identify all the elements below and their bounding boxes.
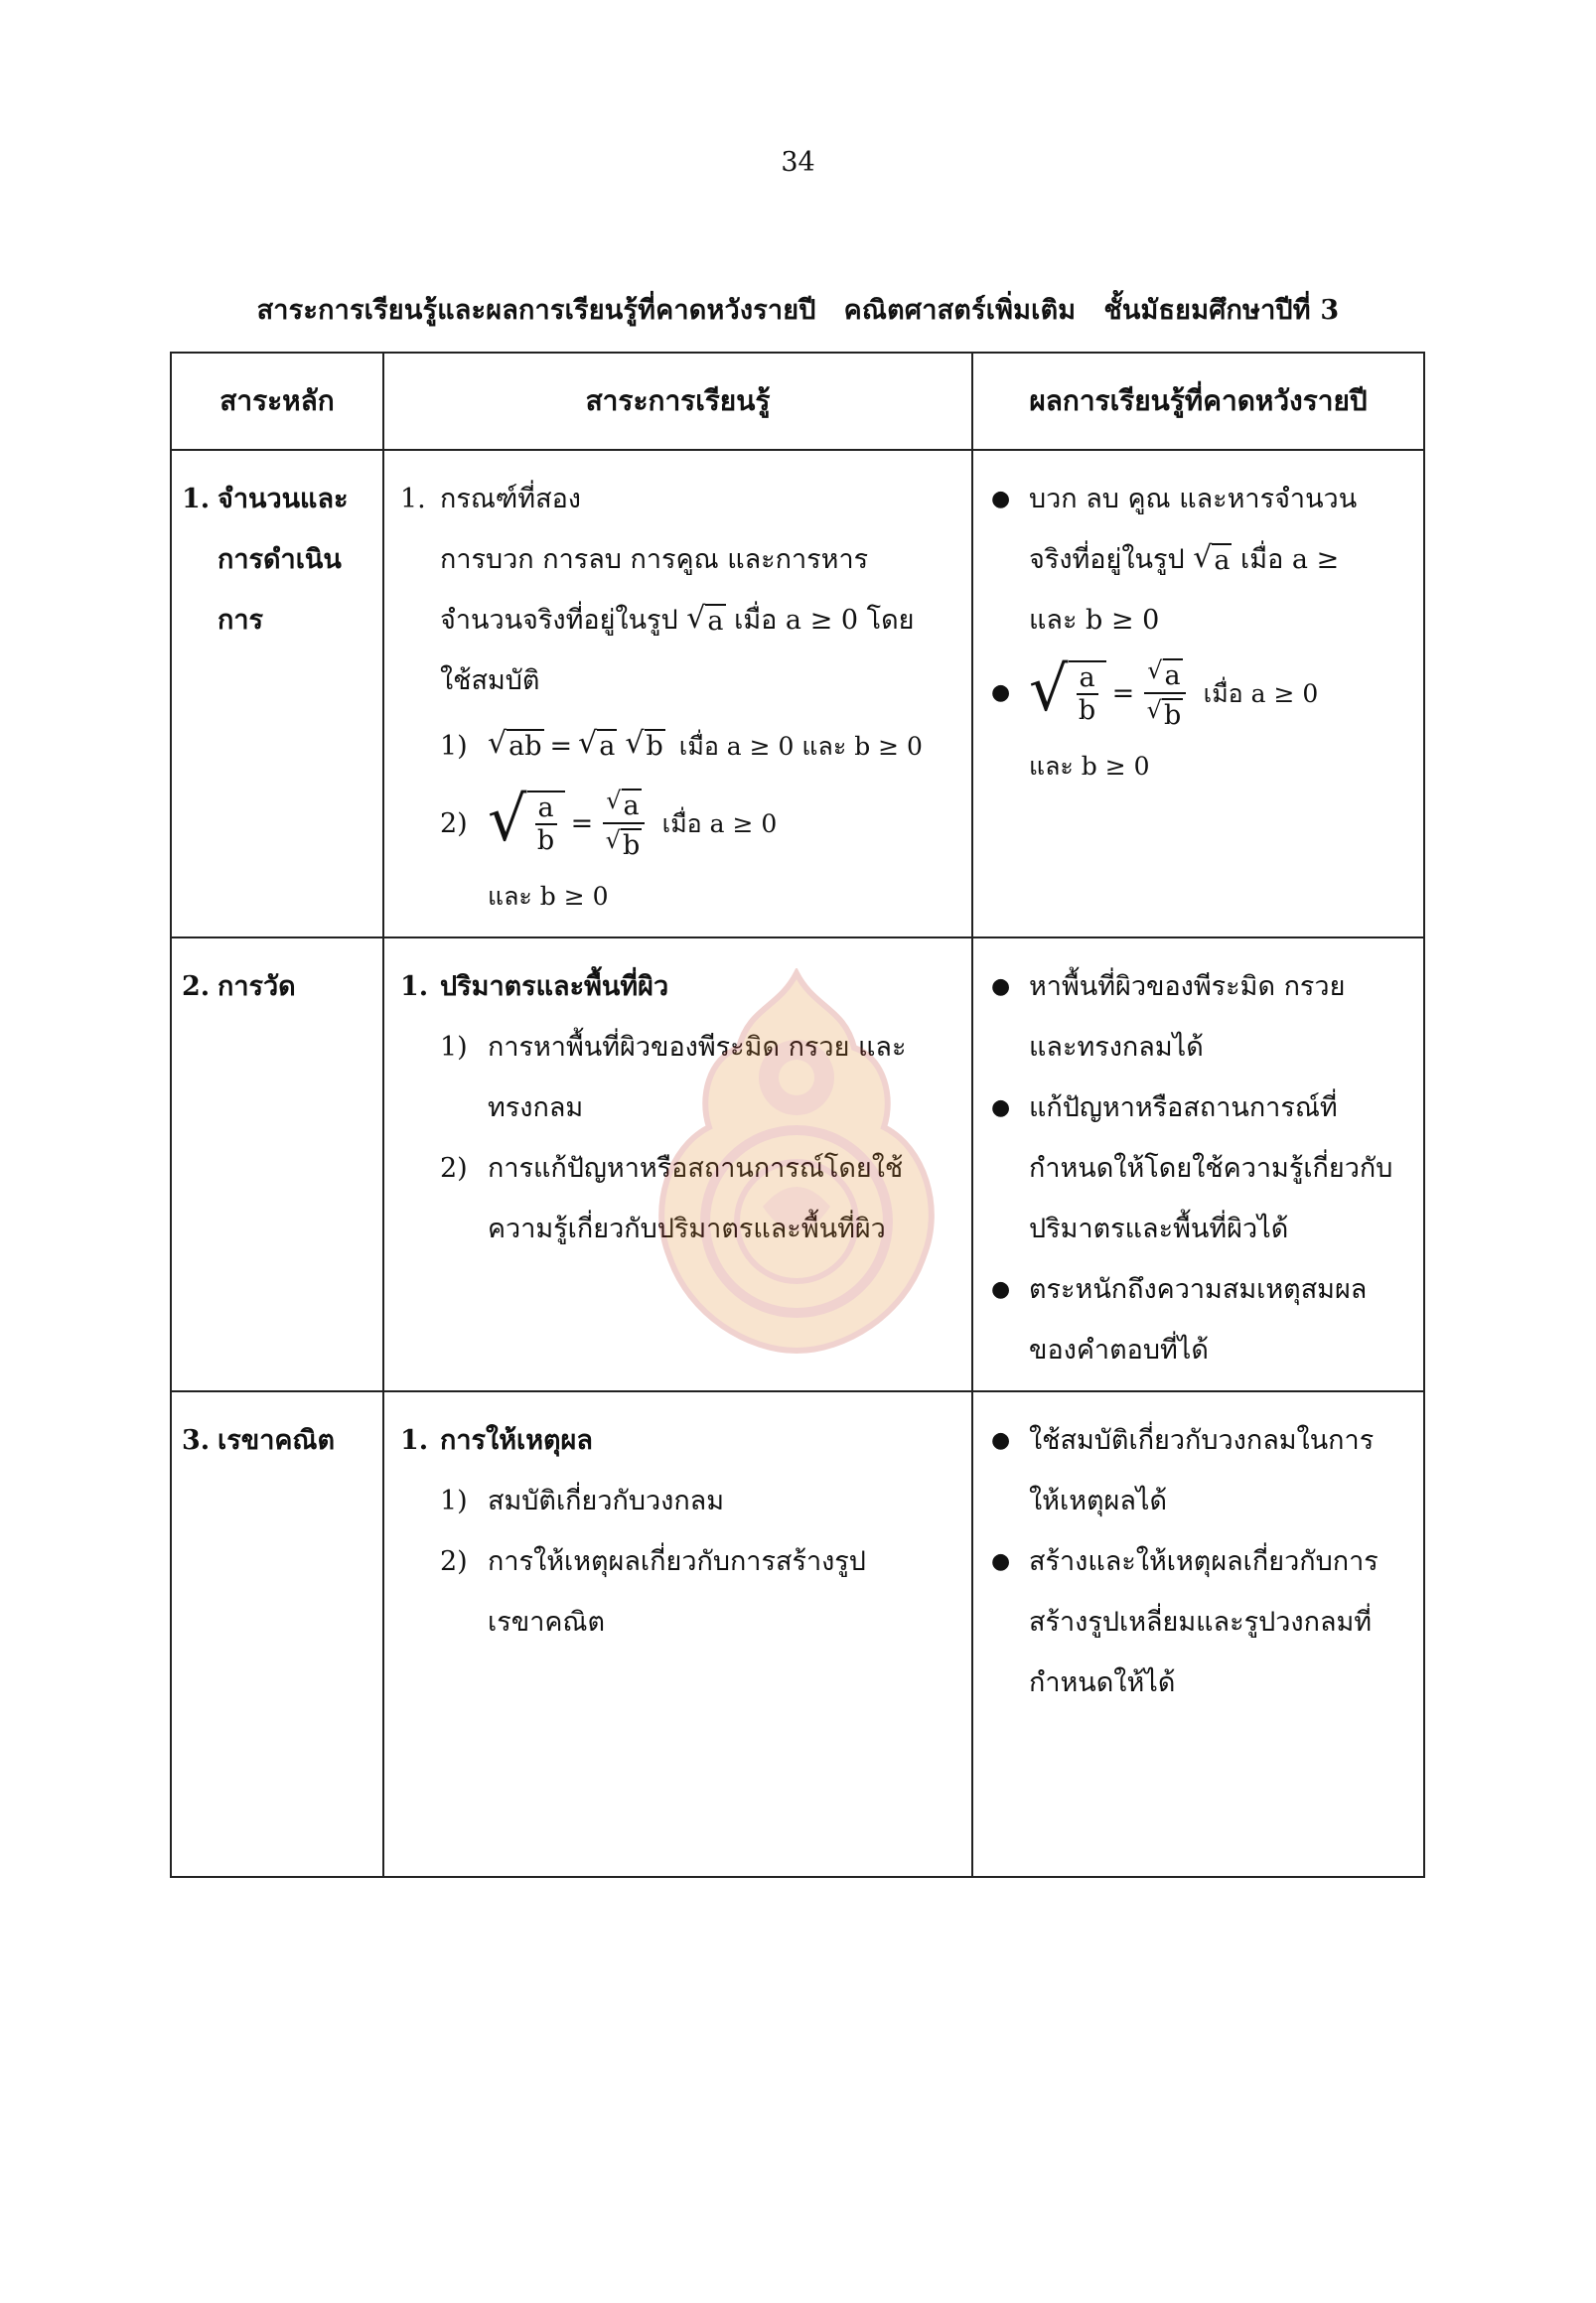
header-learning-content: สาระการเรียนรู้ [383,353,972,450]
outcome-item: ● ใช้สมบัติเกี่ยวกับวงกลมในการ ให้เหตุผลได้ [991,1410,1409,1531]
topic-number: 1. [400,484,426,514]
content-text: และ b ≥ 0 [488,882,609,911]
topic-title: การให้เหตุผล [440,1425,593,1456]
content-sub-item: 2) การแก้ปัญหาหรือสถานการณ์โดยใช้ ความรู้เกี่ยวกับปริมาตรและพื้นที่ผิว [440,1153,904,1244]
content-sub-item: 1) สมบัติเกี่ยวกับวงกลม [440,1486,725,1516]
curriculum-table [170,352,1425,1878]
title-part-2: คณิตศาสตร์เพิ่มเติม [843,295,1077,326]
outcome-item: ● ตระหนักถึงความสมเหตุสมผล ของคำตอบที่ได้ [991,1259,1409,1380]
main-strand-cell [171,450,383,937]
main-strand-number: 1. [182,484,211,514]
title-part-3: ชั้นมัธยมศึกษาปีที่ 3 [1103,295,1340,326]
quotient-root-formula: √ $\frac{a}{b}$ = √ a √ b [1029,654,1190,733]
expected-outcomes-cell [972,937,1424,1391]
main-strand-text: เรขาคณิต [218,1425,335,1456]
bullet-icon: ● [991,1428,1011,1453]
property-1: 1) √ ab = √ a √ b เมื่อ a ≥ 0 และ b ≥ 0 [400,711,957,781]
bullet-icon: ● [991,487,1011,511]
outcome-item: ● √ $\frac{a}{b}$ = √ a √ b เมื่อ a ≥ 0 และ b ≥ 0 [991,650,1409,796]
sqrt-a-formula: √ a [1193,540,1231,577]
outcome-item: ● แก้ปัญหาหรือสถานการณ์ที่ กำหนดให้โดยใช้ความรู้เกี่ยวกับ ปริมาตรและพื้นที่ผิวได้ [991,1078,1409,1259]
sqrt-a-formula: √ a [686,601,724,638]
header-main-strand: สาระหลัก [171,353,383,450]
table-row [171,937,1424,1391]
bullet-icon: ● [991,1277,1011,1302]
content-text: จำนวนจริงที่อยู่ในรูป √ a เมื่อ a ≥ 0 โดย [440,601,915,638]
table-row [171,1391,1424,1877]
outcome-item: ● หาพื้นที่ผิวของพีระมิด กรวย และทรงกลมได้ [991,956,1409,1078]
learning-content-cell [383,937,972,1391]
table-row [171,450,1424,937]
bullet-icon: ● [991,680,1011,705]
table-header-row [171,353,1424,450]
header-expected-outcomes: ผลการเรียนรู้ที่คาดหวังรายปี [972,353,1424,450]
property-2: 2) √ $\frac{a}{b}$ = √ a √ b เมื่อ a ≥ 0 [440,782,778,861]
content-sub-item: 1) การหาพื้นที่ผิวของพีระมิด กรวย และ ทรงกลม [440,1032,907,1123]
bullet-icon: ● [991,1095,1011,1120]
learning-content-cell [383,1391,972,1877]
main-strand-number: 2. [182,971,211,1002]
main-strand-cell [171,1391,383,1877]
product-root-formula: √ ab = √ a √ b [488,725,663,762]
topic-number: 1. [400,971,429,1002]
main-strand-text: การวัด [218,971,296,1002]
quotient-root-formula: √ $\frac{a}{b}$ = √ a √ b [488,785,649,863]
topic-number: 1. [400,1425,429,1456]
outcome-item: ● บวก ลบ คูณ และหารจำนวน จริงที่อยู่ในรูป √ a เมื่อ a ≥ และ b ≥ 0 [991,469,1409,650]
topic-title: ปริมาตรและพื้นที่ผิว [440,971,669,1002]
topic-title: กรณฑ์ที่สอง [440,484,581,514]
bullet-icon: ● [991,1549,1011,1574]
main-strand-text: การ [218,605,264,636]
expected-outcomes-cell [972,1391,1424,1877]
expected-outcomes-cell [972,450,1424,937]
content-text: การบวก การลบ การคูณ และการหาร [440,544,869,575]
main-strand-cell [171,937,383,1391]
page-number: 34 [781,147,815,178]
main-strand-text: จำนวนและ [218,484,349,514]
outcome-item: ● สร้างและให้เหตุผลเกี่ยวกับการ สร้างรูปเหลี่ยมและรูปวงกลมที่ กำหนดให้ได้ [991,1531,1409,1713]
main-strand-number: 3. [182,1425,211,1456]
main-strand-text: การดำเนิน [218,544,342,575]
content-text: ใช้สมบัติ [440,665,540,696]
title-part-1: สาระการเรียนรู้และผลการเรียนรู้ที่คาดหวังรายปี [256,295,816,326]
bullet-icon: ● [991,974,1011,999]
page-title [0,288,1596,331]
content-sub-item: 2) การให้เหตุผลเกี่ยวกับการสร้างรูป เรขาคณิต [440,1546,866,1638]
learning-content-cell [383,450,972,937]
